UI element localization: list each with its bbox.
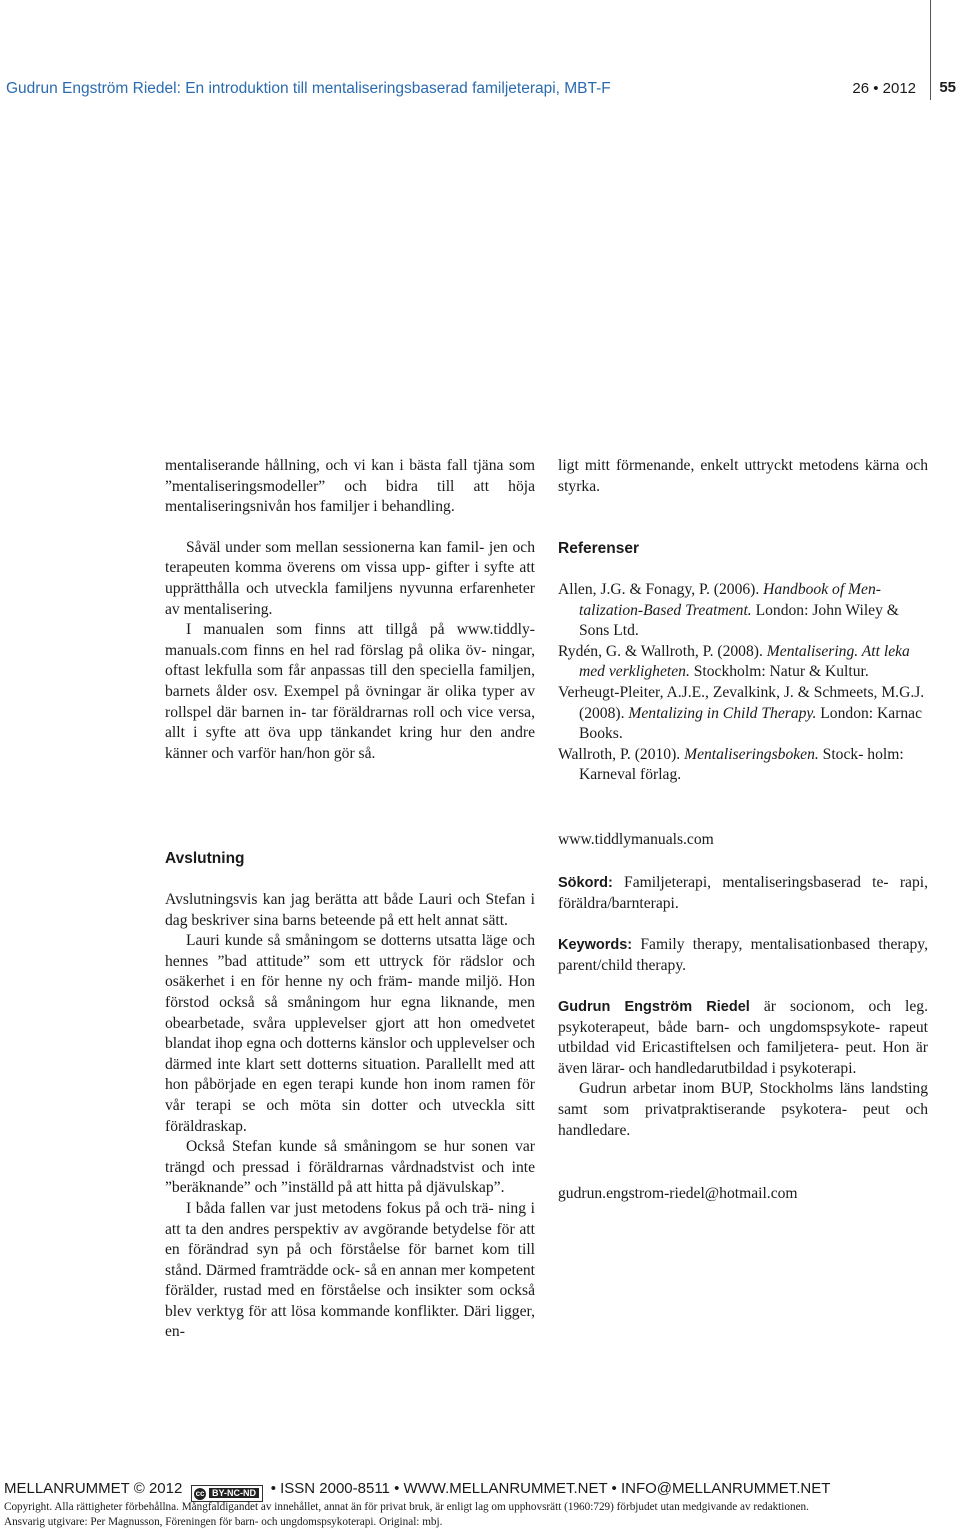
section-heading-referenser: Referenser: [558, 540, 639, 557]
cc-license-icon: cc BY-NC-ND: [191, 1485, 263, 1502]
issue-info: 26 • 2012: [852, 80, 916, 97]
paragraph: Också Stefan kunde så småningom se hur sonen var trängd och pressad i föräldrarnas vårdnadstvist och inte ”beräknande” och ”inställd på att hitta på djävulskap”.: [165, 1138, 535, 1197]
paragraph: Lauri kunde så småningom se dotterns utsatta läge och hennes ”bad attitude” som ett uttryck för rädslor och osäkerhet i en för henne ny och främ- mande miljö. Hon förstod också så småningom hur egna liknande, men obearbetade, svåra upplevelser gjort att hon omedvetet blandat ihop egna och dotterns känslor och upplevelser och därmed inte klart sett dotterns situation. Parallellt med att hon påbörjade en egen terapi kunde hon inom ramen för vår terapi se och möta sin dotter och utveckla sitt föräldraskap.: [165, 932, 535, 1135]
author-name: Gudrun Engström Riedel: [558, 999, 750, 1015]
sokord-block: [558, 873, 928, 914]
paragraph: Avslutningsvis kan jag berätta att både Lauri och Stefan i dag beskriver sina barns beteende på ett helt annat sätt.: [165, 891, 535, 929]
author-bio-text-2: Gudrun arbetar inom BUP, Stockholms läns landsting samt som privatpraktiserande psykotera- peut och handledare.: [558, 1080, 928, 1139]
paragraph: ligt mitt förmenande, enkelt uttryckt metodens kärna och styrka.: [558, 457, 928, 495]
author-bio: [558, 997, 928, 1141]
reference-item: Verheugt-Pleiter, A.J.E., Zevalkink, J. & Schmeets, M.G.J. (2008). Mentalizing in Child Therapy. London: Karnac Books.: [558, 683, 925, 743]
paragraph: I manualen som finns att tillgå på www.tiddly- manuals.com finns en hel rad förslag på olika öv- ningar, oftast lekfulla som får anpassas till den speciella familjen, barnets ålder osv. Exempel på övningar är olika typer av rollspel där barnen in- tar föräldrarnas roll och vice versa, allt i syfte att öva upp tänkandet kring hur den andre känner och varför han/hon gör så.: [165, 621, 535, 762]
website-text: www.tiddlymanuals.com: [558, 831, 714, 848]
footer-publisher: Ansvarig utgivare: Per Magnusson, Föreningen för barn- och ungdomspsykoterapi. Original: mbj.: [4, 1516, 443, 1528]
footer-issn: • ISSN 2000-8511 • WWW.MELLANRUMMET.NET • INFO@MELLANRUMMET.NET: [270, 1480, 831, 1497]
running-title: Gudrun Engström Riedel: En introduktion till mentaliseringsbaserad familjeterapi, MBT-F: [6, 80, 611, 97]
right-column-continuation: [558, 456, 928, 497]
sokord-label: Sökord:: [558, 875, 613, 891]
email-text: gudrun.engstrom-riedel@hotmail.com: [558, 1185, 798, 1202]
sokord-text: Familjeterapi, mentaliseringsbaserad te- rapi, föräldra/barnterapi.: [558, 874, 928, 912]
reference-item: Rydén, G. & Wallroth, P. (2008). Mentalisering. Att leka med verkligheten. Stockholm: Natur & Kultur.: [558, 642, 910, 681]
reference-list: [558, 580, 928, 786]
footer-copyright: Copyright. Alla rättigheter förbehållna. Mångfaldigandet av innehållet, annat än för privat bruk, är enligt lag om upphovsrätt (1960:729) förbjudet utan medgivande av redaktionen.: [4, 1501, 809, 1513]
reference-item: Wallroth, P. (2010). Mentaliseringsboken. Stock- holm: Karneval förlag.: [558, 745, 904, 784]
section-heading-avslutning: Avslutning: [165, 850, 245, 867]
paragraph: Såväl under som mellan sessionerna kan famil- jen och terapeuten komma överens om vissa upp- gifter i syfte att upprätthålla och utveckla familjens nyvunna erfarenheter av mentalisering.: [165, 538, 535, 618]
paragraph: mentaliserande hållning, och vi kan i bästa fall tjäna som ”mentaliseringsmodeller” och bidra till att höja mentaliseringsnivån hos familjer i behandling.: [165, 457, 535, 516]
left-column-avslutning: [165, 890, 535, 1343]
author-bio-text: är socionom, och leg. psykoterapeut, både barn- och ungdomspsykote- rapeut utbildad vid Ericastiftelsen och familjetera- peut. Hon är även lärar- och handledarutbildad i psykoterapi.: [558, 998, 928, 1077]
paragraph: I båda fallen var just metodens fokus på och trä- ning i att ta den andres perspektiv av avgörande betydelse för att en förändrad syn på och förståelse för barnet kom till stånd. Därmed framträdde ock- så en annan mer kompetent förälder, rustad med en förståelse och insikter som också blev verktyg för att lösa kommande konflikter. Däri ligger, en-: [165, 1199, 535, 1341]
page-number: 55: [939, 79, 956, 96]
footer-brand: MELLANRUMMET © 2012: [4, 1480, 183, 1497]
author-email: [558, 1184, 928, 1205]
page-header: [0, 78, 960, 104]
footer-line-1: [4, 1480, 830, 1502]
keywords-label: Keywords:: [558, 937, 633, 953]
website-link: [558, 830, 928, 851]
left-column-top: [165, 456, 535, 764]
reference-item: Allen, J.G. & Fonagy, P. (2006). Handbook of Men- talization-Based Treatment. London: John Wiley & Sons Ltd.: [558, 581, 899, 640]
keywords-text: Family therapy, mentalisationbased therapy, parent/child therapy.: [558, 936, 928, 974]
keywords-block: [558, 935, 928, 976]
